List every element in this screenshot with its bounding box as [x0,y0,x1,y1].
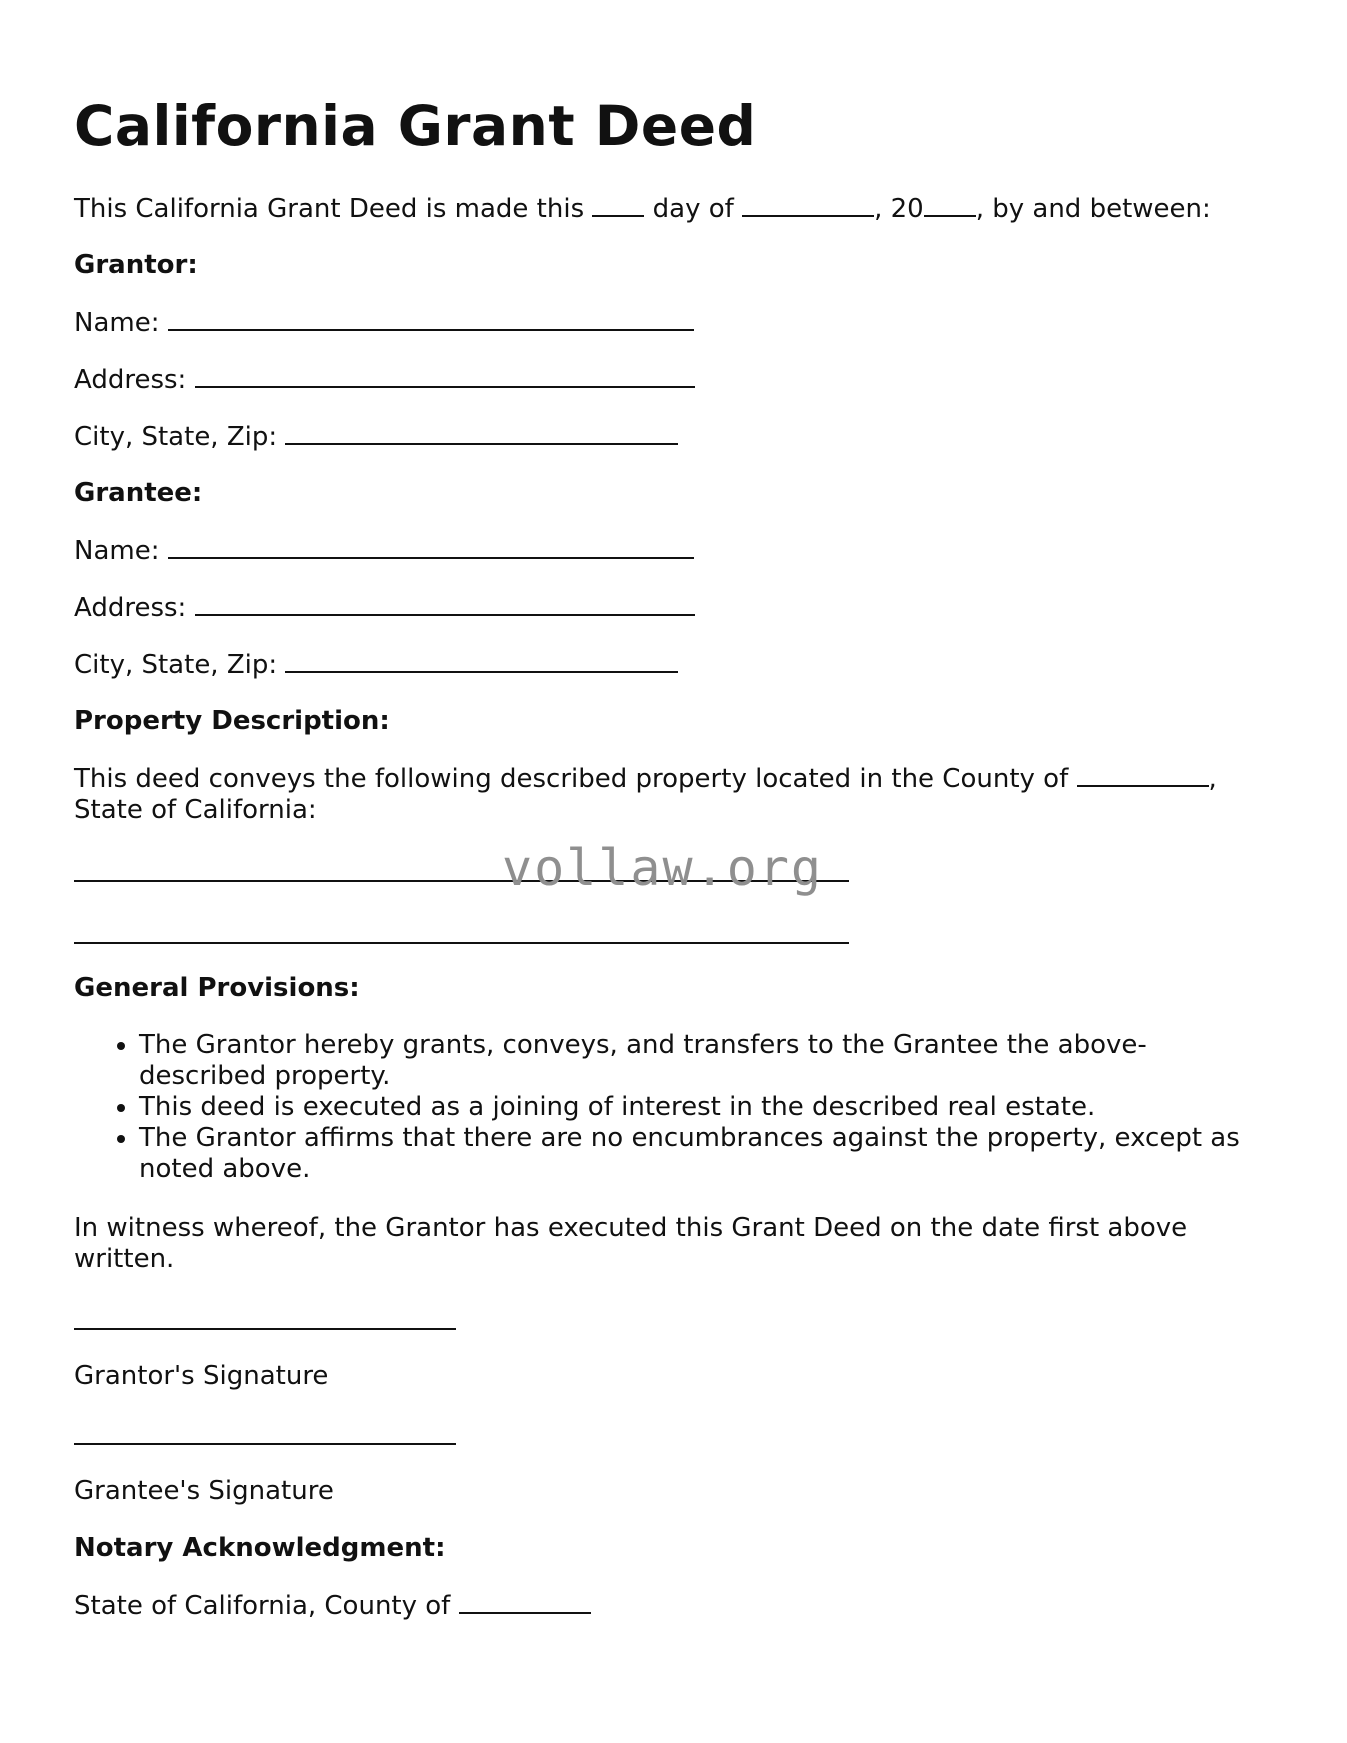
grantor-signature-label: Grantor's Signature [74,1361,329,1391]
grantee-name-label: Name: [74,536,160,566]
intro-line [74,193,1211,225]
grantee-heading: Grantee: [74,478,203,508]
grantor-signature-line[interactable] [74,1328,456,1330]
grantee-city-label: City, State, Zip: [74,650,278,680]
property-description-line-2[interactable] [74,942,849,944]
grantor-address-blank[interactable] [195,364,695,388]
property-text [74,763,1274,826]
property-heading: Property Description: [74,706,390,736]
grantor-address-label: Address: [74,365,187,395]
provisions-heading: General Provisions: [74,973,360,1003]
grantor-city-row [74,421,678,453]
list-item: • The Grantor affirms that there are no encumbrances against the property, except as noted above. [139,1123,1274,1185]
grantee-signature-line[interactable] [74,1443,456,1445]
grantor-city-label: City, State, Zip: [74,422,278,452]
notary-county-blank[interactable] [459,1590,591,1614]
month-blank[interactable] [742,193,874,217]
grantee-address-label: Address: [74,593,187,623]
notary-heading: Notary Acknowledgment: [74,1533,446,1563]
intro-day-suffix: day of [652,194,734,224]
intro-year-prefix: , 20 [874,194,924,224]
grantee-signature-label: Grantee's Signature [74,1476,334,1506]
watermark-text: vollaw.org [502,839,824,897]
list-item: • The Grantor hereby grants, conveys, and transfers to the Grantee the above-described property. [139,1030,1274,1092]
intro-prefix: This California Grant Deed is made this [74,194,585,224]
grantee-address-blank[interactable] [195,592,695,616]
grantee-name-row [74,535,694,567]
intro-suffix: , by and between: [975,194,1211,224]
list-item: • This deed is executed as a joining of interest in the described real estate. [139,1092,1274,1123]
county-blank[interactable] [1077,763,1209,787]
witness-statement: In witness whereof, the Grantor has executed this Grant Deed on the date first above written. [74,1213,1188,1274]
grantor-heading: Grantor: [74,250,198,280]
grantor-address-row [74,364,695,396]
notary-county-label: State of California, County of [74,1591,451,1621]
provisions-list [74,1030,1274,1185]
grantee-city-row [74,649,678,681]
grantor-name-blank[interactable] [168,307,694,331]
year-blank[interactable] [924,193,976,217]
grantee-address-row [74,592,695,624]
property-text-prefix: This deed conveys the following described property located in the County of [74,764,1069,794]
grantee-city-blank[interactable] [285,649,678,673]
day-blank[interactable] [592,193,644,217]
grantor-city-blank[interactable] [285,421,678,445]
document-title: California Grant Deed [74,94,757,158]
grantor-name-label: Name: [74,308,160,338]
grantee-name-blank[interactable] [168,535,694,559]
grantor-name-row [74,307,694,339]
notary-county-row [74,1590,591,1622]
property-text-suffix: , State of California: [74,764,1217,825]
